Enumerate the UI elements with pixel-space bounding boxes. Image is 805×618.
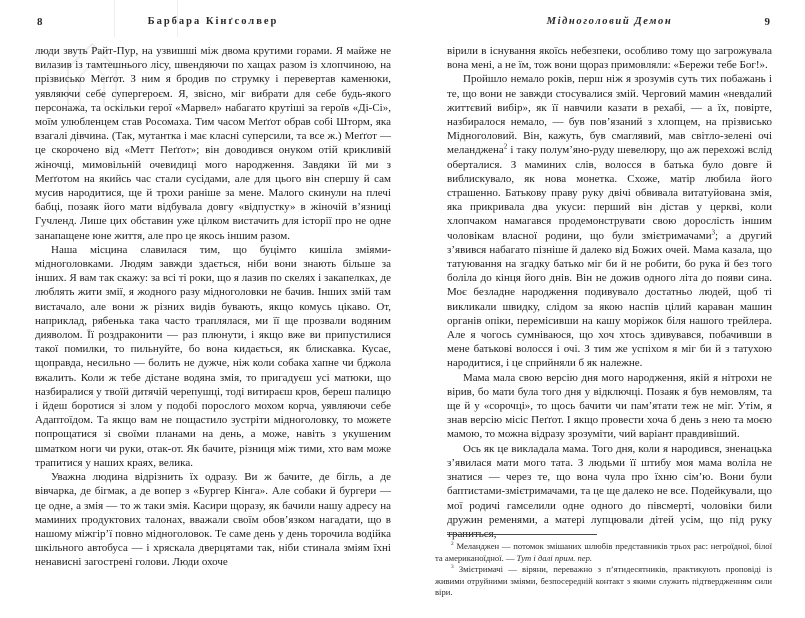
right-running-head: Мідноголовий Демон <box>546 16 673 27</box>
paragraph: $^2$ Меланджен — потомок змішаних шлюбів представників трьох рас: негроїдної, білої та американоїдної. — Тут і далі прим. пер. <box>435 541 772 563</box>
paragraph: вірили в існування якоїсь небезпеки, особливо тому що загрожувала вона мені, а не їм, тож вони щораз примовляли: «Бережи тебе Бог!». <box>447 45 772 72</box>
left-page <box>35 0 391 618</box>
paragraph: Наша місцина славилася тим, що буцімто кишіла зміями-мідноголовками. Людям завжди здається, ніби вони знають більше за інших. Я вам так скажу: за всі ті роки, що я лазив по скелях і закапелках, де люблять жити змії, я жодного разу мідноголовки не бачив. Інших змій там вистачало, але вони ж різних видів бувають, якщо комусь цікаво. От, наприклад, рябенька така часто траплялася, ми її ще прозвали водяним дияволом. Її роздраконити — раз плюнути, і якщо вже ви припустилися такої помилки, то пильнуйте, бо вона кидається, як блискавка. Кусає, щоправда, несильно — болить не дужче, ніж коли собака хапне чи бджола вжалить. Коли ж тебе дістане водяна змія, то пригадуєш усі матюки, що назбиралися у твоїй дитячій черепушці, тоді витираєш кров, береш палицю і йдеш боротися зі злом у подобі порослого мохом корча, уявляючи себе Адаптоїдом. Та якщо вам не пощастило зустріти мідноголовку, то можете попрощатися зі своїми планами на день, а може, навіть з укушеним шматком ноги чи руки, отак-от. Як бачите, різниця між тими, хто вам може трапитися у наших краях, велика. <box>35 243 391 469</box>
right-page-number: 9 <box>764 16 770 28</box>
left-page-text <box>35 44 391 570</box>
footnotes <box>435 541 772 599</box>
footnote-area <box>435 534 772 599</box>
paragraph: люди звуть Райт-Пур, на узвишші між двома крутими горами. Я майже не вилазив із тамтешнього лісу, швендяючи по хащах разом із хлопчиною, на прізвисько Меґґот. З ним я бродив по струмку і перевертав каменюки, уявляючи себе супергероєм. Я, звісно, міг вибрати для себе будь-якого персонажа, та оскільки герої «Марвел» набагато крутіші за героїв «Ді-Сі», моїм улюбленцем став Росомаха. Тим часом Меґґот обрав собі Шторм, яка взагалі дівчина. (Так, мутантка і має класні суперсили, та все ж.) Меґґот — це скорочено від «Метт Пеґґот»; він доводився онуком отій крикливій жіночці, мимовільній очевидиці мого народження. Завдяки їй ми з Меґґотом на якийсь час стали сусідами, але для цього він спершу й сам мусив народитися, ще й трохи раніше за мене. Малого скинули на плечі бабці, позаяк його мати відбувала довгу «відпустку» в жіночій в’язниці Гучленд. Лише цих обставин уже цілком вистачить для історії про не одне занапащене юне життя, але про це якось іншим разом. <box>35 45 391 242</box>
right-page-header <box>447 16 772 30</box>
paragraph: Пройшло немало років, перш ніж я зрозумів суть тих побажань і те, що вони не завжди стосувалися змій. Черговий мамин «невдалий життєвий вибір», як її навчили казати в рехабі, — а їх, повірте, назбиралося немало, — був пов’язаний з хлопцем, на прізвисько Мідноголовий. Він, кажуть, був смаглявий, мав світло-зелені очі меланджена$^2$ і таку полум’яно-руду шевелюру, що аж перехожі вслід оберталися. З маминих слів, волосся в батька було довге й виблискувало, як нова монетка. Схоже, матір любила його страшенно. Батькову праву руку двічі обвивала витатуйована змія, яка прикривала два укуси: перший він дістав у церкві, коли хлопчаком намагався продемонструвати свою дорослість іншим чоловікам власної родини, що були змієтримачами$^3$; а другий з’явився набагато пізніше й далеко від Божих очей. Мама казала, що татуювання на згадку батько міг би й не робити, бо рука й без того боліла до кінця його днів. Він не дожив одного літа до появи сина. Моє безладне народження подивувало достатньо людей, щоб ті викликали швидку, слідом за якою наспів цілий караван машин органів опіки, перемісивши на кашу моріжок біля нашого трейлера. Але я чогось сумніваюся, що хоч хтось здивувався, побачивши в мене батькові волосся і очі. З тим же успіхом я міг би й з татухою народитися, і це сприйняли б як належне. <box>447 73 772 370</box>
paragraph: Мама мала свою версію дня мого народження, якій я нітрохи не вірив, бо мати була того дня у відключці. Позаяк я був немовлям, та ще й у «сорочці», то щось бачити чи пам’ятати теж не міг. Утім, я знав версію місіс Пеґґот. І якщо провести хоча б день з нею та моєю мамою, то можна відразу зрозуміти, чий варіант правдивіший. <box>447 371 772 441</box>
paragraph: Уважна людина відрізнить їх одразу. Ви ж бачите, де бігль, а де вівчарка, де бігмак, а де вопер з «Бургер Кінга». Але собаки й бургери — це одне, а змія — то ж таки змія. Касири щоразу, як бачили нашу адресу на маминих продуктових талонах, вважали своїм обов’язком нагадати, що в нашому міжгір’ї повно мідноголовок. Те саме день у день торочила водійка шкільного автобуса — і хряскала дверцятами так, ніби стинала зміям їхні ненависні загострені голови. Люди охоче <box>35 471 391 569</box>
paragraph: $^3$ Змієтримачі — віряни, переважно з п’ятидесятників, практикують проповіді із живими отруйними зміями, безпосередній контакт з якими служить підтвердженням сили віри. <box>435 564 772 598</box>
right-page-text <box>447 44 772 541</box>
left-running-head: Барбара Кінґсолвер <box>147 16 279 27</box>
footnote-rule <box>447 534 597 535</box>
left-page-header <box>35 16 391 30</box>
paragraph: Ось як це викладала мама. Того дня, коли я народився, зненацька з’явилася мати мого тата. З людьми її штибу моя мама воліла не знатися — через те, що вона чула про їхню сім’ю. Вони були баптистами-змієтримачами, та це ще далеко не все. Подейкували, що мої родичі гамселили одне одного до півсмерті, чоловіки били дружин ременями, а матері лупцювали дітей усім, що під руку трапиться, <box>447 442 772 540</box>
left-page-number: 8 <box>37 16 43 28</box>
right-page <box>435 0 772 618</box>
